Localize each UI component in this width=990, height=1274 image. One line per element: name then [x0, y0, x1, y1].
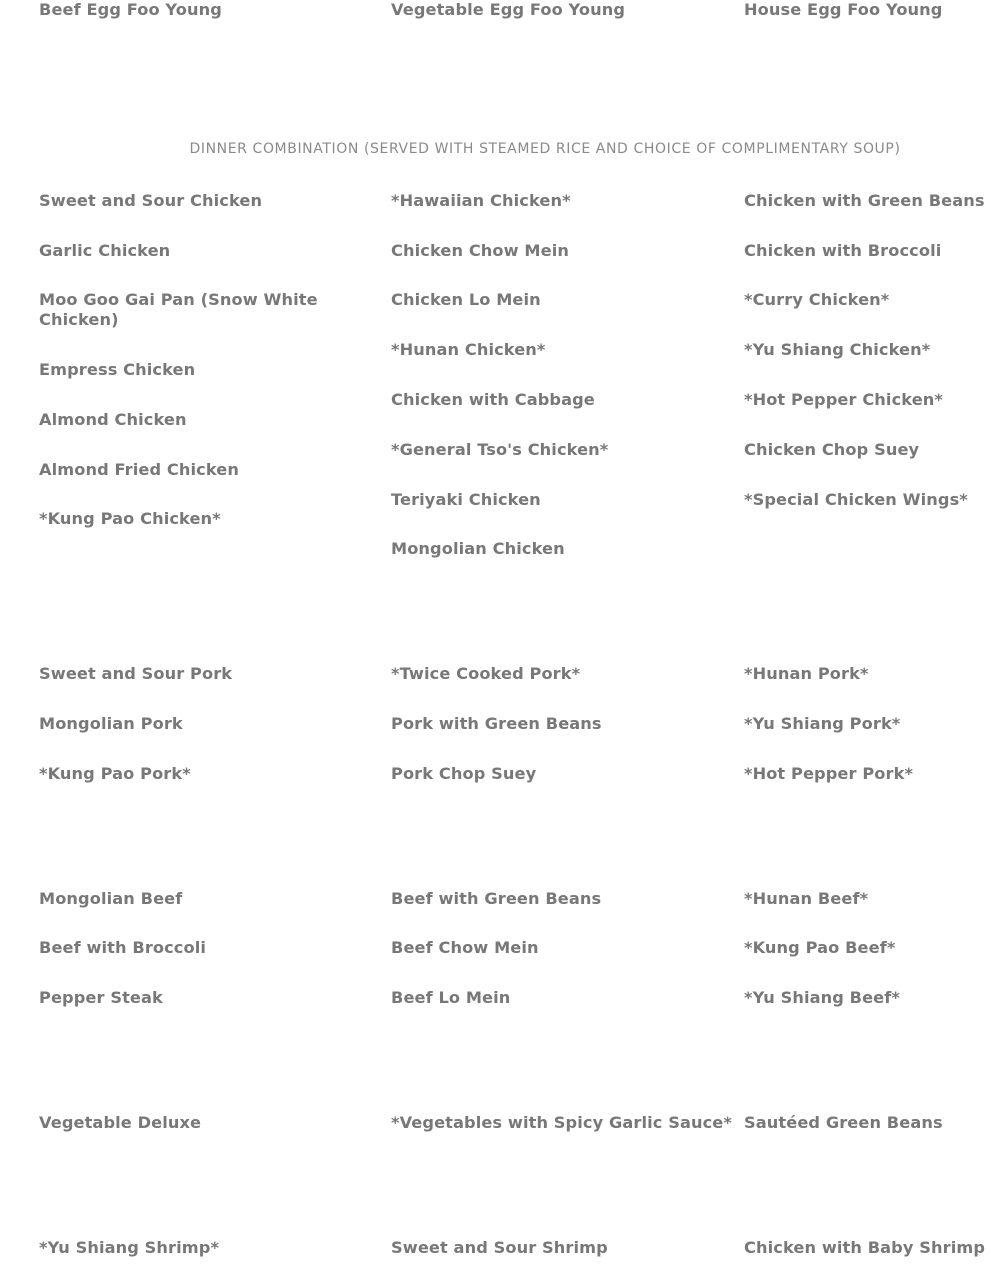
menu-item: *Hunan Chicken* — [391, 340, 546, 359]
menu-item: Vegetable Egg Foo Young — [391, 0, 626, 19]
menu-item: Pepper Steak — [39, 988, 163, 1007]
menu-item: Pork with Green Beans — [391, 714, 602, 733]
menu-item: Sweet and Sour Pork — [39, 664, 233, 683]
menu-item: *Twice Cooked Pork* — [391, 664, 581, 683]
menu-item: *Hot Pepper Pork* — [744, 764, 914, 783]
menu-item: Chicken with Cabbage — [391, 390, 595, 409]
menu-item: *Curry Chicken* — [744, 290, 890, 309]
menu-item: *Yu Shiang Chicken* — [744, 340, 931, 359]
menu-item: *General Tso's Chicken* — [391, 440, 609, 459]
menu-item: Beef Chow Mein — [391, 938, 539, 957]
menu-item: Beef with Broccoli — [39, 938, 207, 957]
menu-item: Almond Chicken — [39, 410, 187, 429]
menu-item: *Vegetables with Spicy Garlic Sauce* — [391, 1113, 732, 1132]
dinner-combination-heading: DINNER COMBINATION (SERVED WITH STEAMED RICE AND CHOICE OF COMPLIMENTARY SOUP) — [189, 141, 901, 157]
menu-item: Mongolian Chicken — [391, 539, 565, 558]
menu-item: *Kung Pao Beef* — [744, 938, 896, 957]
menu-item: Sautéed Green Beans — [744, 1113, 943, 1132]
menu-item: *Yu Shiang Shrimp* — [39, 1238, 220, 1257]
menu-item: Chicken Chow Mein — [391, 241, 569, 260]
menu-item: Beef Lo Mein — [391, 988, 511, 1007]
menu-item: *Kung Pao Pork* — [39, 764, 191, 783]
menu-item: Mongolian Beef — [39, 889, 183, 908]
menu-item: Sweet and Sour Shrimp — [391, 1238, 608, 1257]
menu-item: Vegetable Deluxe — [39, 1113, 202, 1132]
menu-item: House Egg Foo Young — [744, 0, 943, 19]
menu-item: Chicken Lo Mein — [391, 290, 541, 309]
menu-item: Moo Goo Gai Pan (Snow White Chicken) — [39, 290, 318, 329]
menu-item: Chicken with Broccoli — [744, 241, 942, 260]
menu-item: Chicken with Baby Shrimp — [744, 1238, 986, 1257]
menu-item: Chicken with Green Beans — [744, 191, 985, 210]
menu-item: *Hawaiian Chicken* — [391, 191, 571, 210]
menu-item: Chicken Chop Suey — [744, 440, 920, 459]
menu-item: Beef Egg Foo Young — [39, 0, 222, 19]
menu-item: Sweet and Sour Chicken — [39, 191, 263, 210]
menu-item: Empress Chicken — [39, 360, 196, 379]
menu-item: *Kung Pao Chicken* — [39, 509, 221, 528]
menu-item: Pork Chop Suey — [391, 764, 537, 783]
menu-item: Teriyaki Chicken — [391, 490, 541, 509]
menu-item: Mongolian Pork — [39, 714, 183, 733]
menu-item: *Hunan Pork* — [744, 664, 869, 683]
menu-item: *Special Chicken Wings* — [744, 490, 968, 509]
menu-item: *Hot Pepper Chicken* — [744, 390, 943, 409]
menu-item: Beef with Green Beans — [391, 889, 602, 908]
menu-item: *Yu Shiang Beef* — [744, 988, 900, 1007]
menu-item: Almond Fried Chicken — [39, 460, 239, 479]
menu-item: *Yu Shiang Pork* — [744, 714, 901, 733]
menu-item: *Hunan Beef* — [744, 889, 869, 908]
menu-item: Garlic Chicken — [39, 241, 171, 260]
